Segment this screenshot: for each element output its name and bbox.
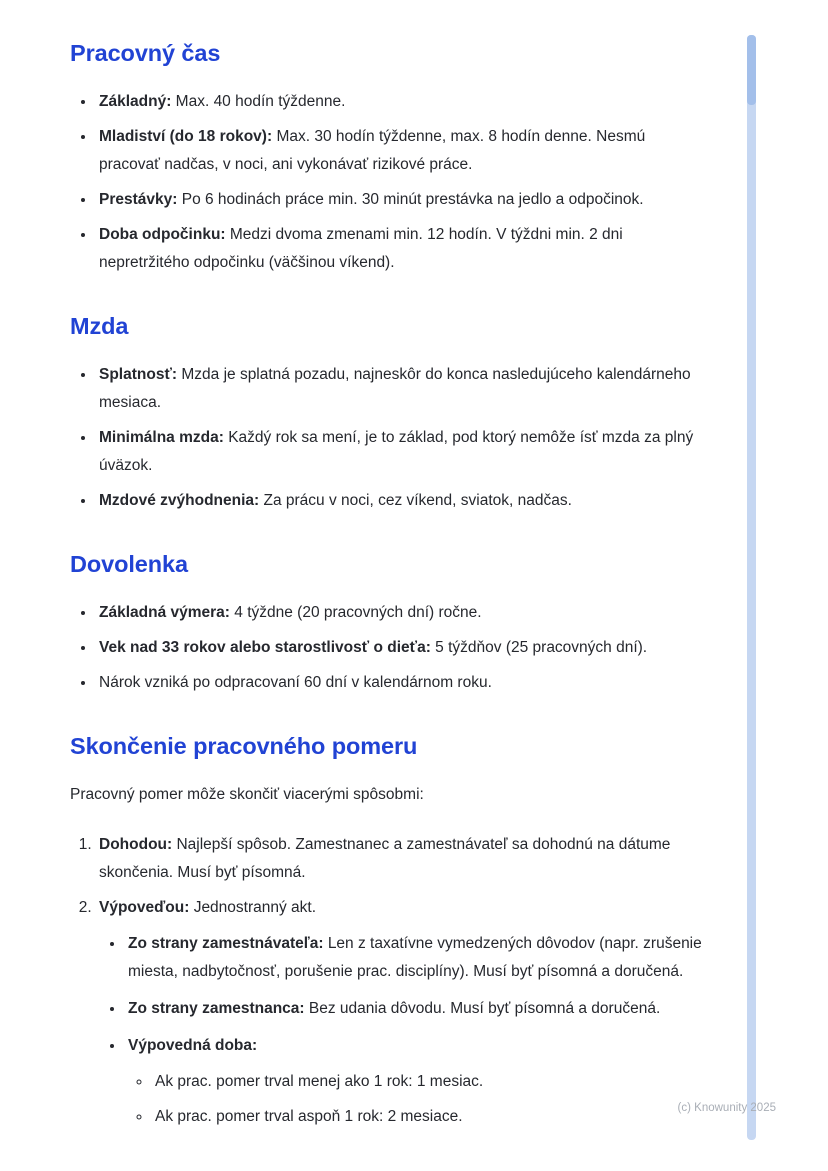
item-text: Ak prac. pomer trval aspoň 1 rok: 2 mesiace. <box>155 1108 463 1125</box>
item-text: Nárok vzniká po odpracovaní 60 dní v kalendárnom roku. <box>99 674 492 691</box>
item-label: Splatnosť: <box>99 366 178 383</box>
item-label: Zo strany zamestnanca: <box>128 1000 305 1017</box>
item-text: Max. 40 hodín týždenne. <box>175 93 346 110</box>
list-item <box>96 361 706 417</box>
item-label: Prestávky: <box>99 191 178 208</box>
list-item <box>96 634 706 662</box>
list-item <box>125 995 706 1023</box>
item-text: Ak prac. pomer trval menej ako 1 rok: 1 mesiac. <box>155 1073 484 1090</box>
numbered-list <box>70 831 706 1131</box>
bullet-list <box>70 361 706 515</box>
item-text: 5 týždňov (25 pracovných dní). <box>435 639 648 656</box>
item-text: 4 týždne (20 pracovných dní) ročne. <box>234 604 482 621</box>
item-label: Dohodou: <box>99 836 173 853</box>
list-item <box>96 487 706 515</box>
scrollbar-thumb[interactable] <box>747 35 756 105</box>
section-skoncenie-pomeru <box>70 731 706 1131</box>
item-label: Základná výmera: <box>99 604 230 621</box>
item-text: Medzi dvoma zmenami min. 12 hodín. V týždni min. 2 dni nepretržitého odpočinku (väčšinou víkend). <box>99 226 623 271</box>
item-label: Mladiství (do 18 rokov): <box>99 128 273 145</box>
list-item <box>125 930 706 986</box>
item-label: Výpoveďou: <box>99 899 190 916</box>
section-heading: Dovolenka <box>70 551 188 577</box>
scrollbar-track[interactable] <box>747 35 756 1140</box>
bullet-list <box>70 599 706 697</box>
item-text: Mzda je splatná pozadu, najneskôr do konca nasledujúceho kalendárneho mesiaca. <box>99 366 691 411</box>
section-heading: Mzda <box>70 313 129 339</box>
list-item <box>96 599 706 627</box>
sub-sub-bullet-list <box>128 1068 706 1131</box>
bullet-list <box>70 88 706 277</box>
item-label: Výpovedná doba: <box>128 1037 258 1054</box>
item-text: Len z taxatívne vymedzených dôvodov (napr. zrušenie miesta, nadbytočnosť, porušenie prac. disciplíny). Musí byť písomná a doručená. <box>128 935 702 980</box>
document-content <box>70 38 706 1140</box>
item-label: Minimálna mzda: <box>99 429 224 446</box>
item-text: Po 6 hodinách práce min. 30 minút prestávka na jedlo a odpočinok. <box>181 191 644 208</box>
section-heading: Pracovný čas <box>70 40 221 66</box>
item-label: Vek nad 33 rokov alebo starostlivosť o dieťa: <box>99 639 431 656</box>
list-item <box>96 424 706 480</box>
item-text: Najlepší spôsob. Zamestnanec a zamestnávateľ sa dohodnú na dátume skončenia. Musí byť písomná. <box>99 836 671 881</box>
item-text: Jednostranný akt. <box>193 899 317 916</box>
list-item <box>152 1068 706 1096</box>
item-label: Mzdové zvýhodnenia: <box>99 492 260 509</box>
list-item <box>96 831 706 887</box>
list-item <box>125 1032 706 1131</box>
item-label: Zo strany zamestnávateľa: <box>128 935 324 952</box>
list-item <box>96 88 706 116</box>
list-item <box>96 669 706 697</box>
section-pracovny-cas <box>70 38 706 277</box>
list-item <box>96 894 706 1131</box>
list-item <box>96 123 706 179</box>
section-mzda <box>70 311 706 515</box>
item-text: Bez udania dôvodu. Musí byť písomná a doručená. <box>308 1000 661 1017</box>
copyright-credit: (c) Knowunity 2025 <box>677 1102 776 1114</box>
section-heading: Skončenie pracovného pomeru <box>70 733 418 759</box>
section-dovolenka <box>70 549 706 697</box>
item-text: Za prácu v noci, cez víkend, sviatok, nadčas. <box>263 492 572 509</box>
list-item <box>96 186 706 214</box>
item-label: Doba odpočinku: <box>99 226 226 243</box>
item-label: Základný: <box>99 93 172 110</box>
list-item <box>152 1103 706 1131</box>
section-intro: Pracovný pomer môže skončiť viacerými spôsobmi: <box>70 786 424 803</box>
list-item <box>96 221 706 277</box>
sub-bullet-list <box>99 930 706 1131</box>
item-text: Max. 30 hodín týždenne, max. 8 hodín denne. Nesmú pracovať nadčas, v noci, ani vykonávať rizikové práce. <box>99 128 646 173</box>
item-text: Každý rok sa mení, je to základ, pod ktorý nemôže ísť mzda za plný úväzok. <box>99 429 694 474</box>
